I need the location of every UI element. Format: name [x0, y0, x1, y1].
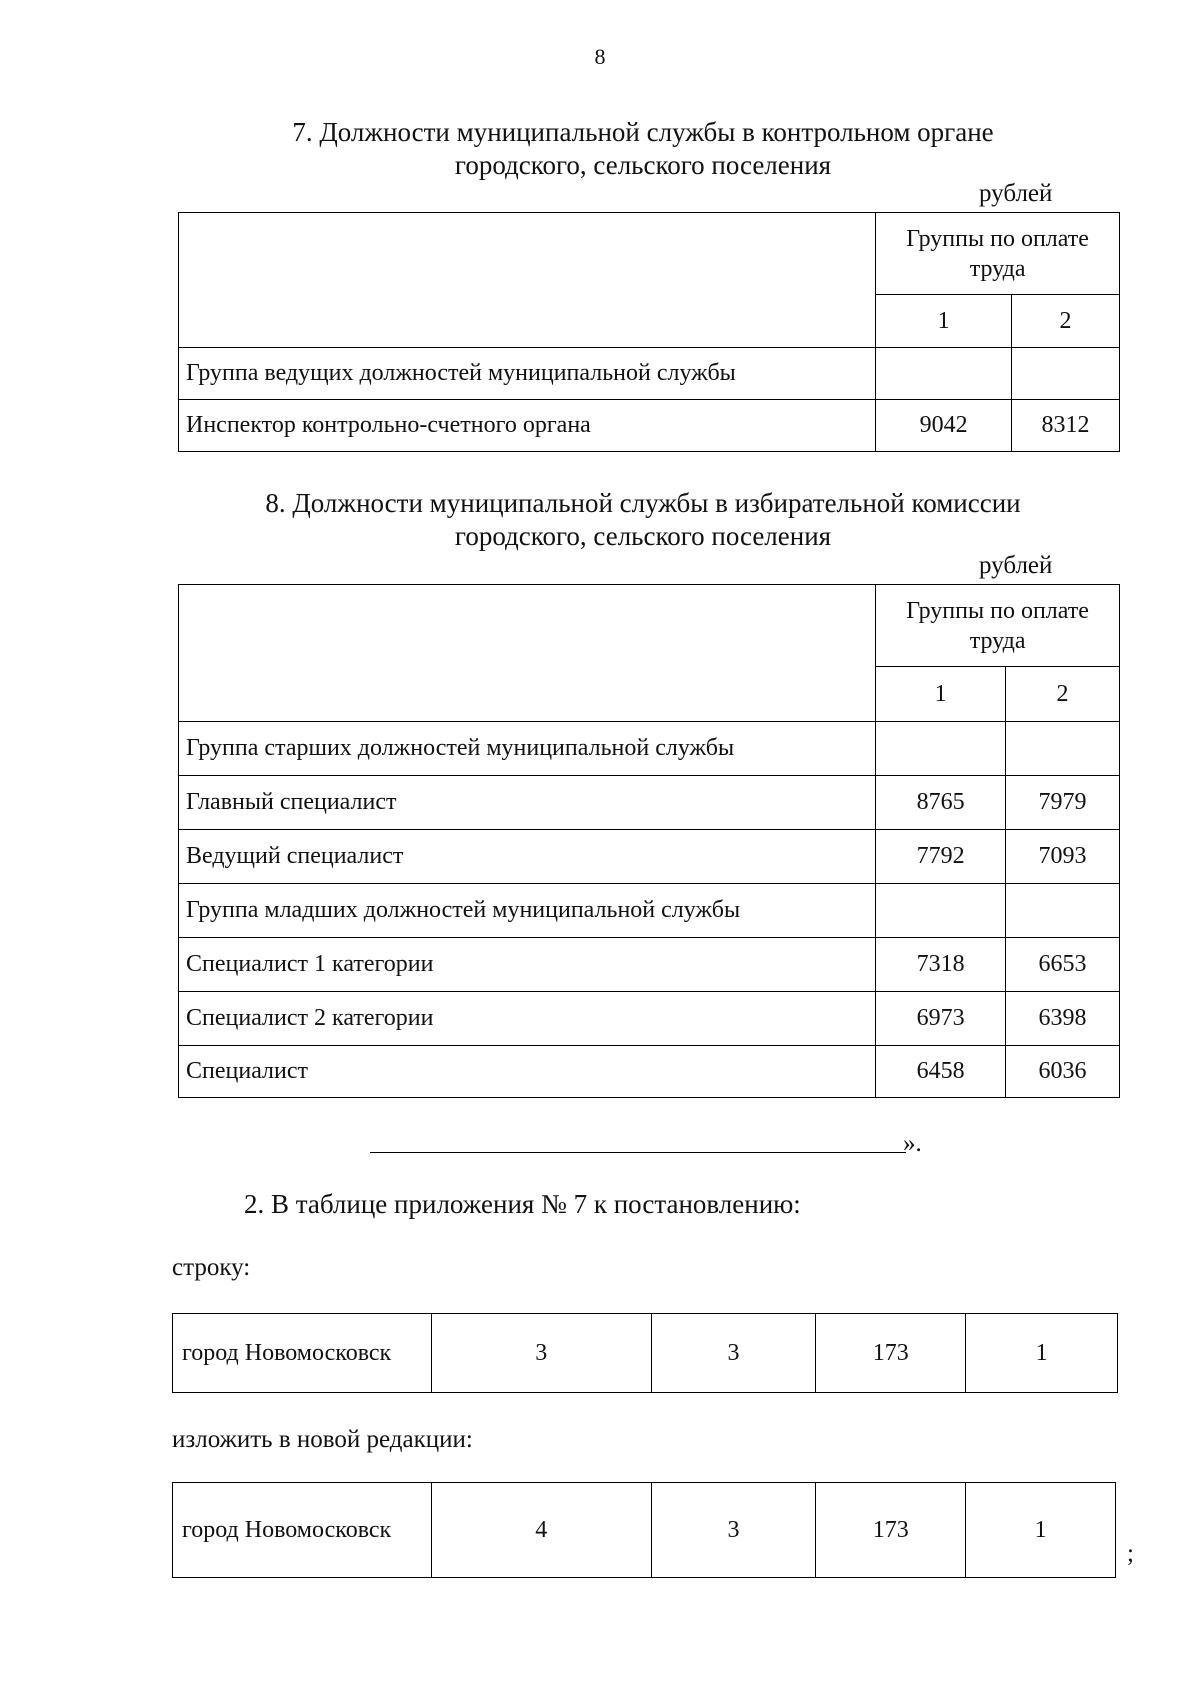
table-header-row	[179, 585, 1120, 667]
table-row	[179, 400, 1120, 452]
table-row	[173, 1314, 1118, 1393]
cell-value: 173	[816, 1483, 966, 1578]
row-label: Группа старших должностей муниципальной службы	[179, 722, 876, 776]
new-row-table	[172, 1482, 1116, 1578]
header-col2: 2	[1012, 295, 1120, 348]
row-value-1	[876, 348, 1012, 400]
table-row	[179, 776, 1120, 830]
header-col1: 1	[876, 667, 1006, 722]
row-value-2: 6398	[1006, 992, 1120, 1046]
point2-heading: 2. В таблице приложения № 7 к постановлению:	[244, 1189, 801, 1219]
header-groups-cell: Группы по оплате труда	[876, 585, 1120, 667]
row-value-1: 9042	[876, 400, 1012, 452]
end-semicolon: ;	[1127, 1540, 1134, 1567]
section7-salary-table	[178, 212, 1120, 452]
row-value-2	[1006, 884, 1120, 938]
header-col1: 1	[876, 295, 1012, 348]
table-row	[179, 830, 1120, 884]
table-row	[179, 348, 1120, 400]
row-value-1: 8765	[876, 776, 1006, 830]
section8-title-line2: городского, сельского поселения	[454, 521, 832, 551]
row-value-2: 6036	[1006, 1046, 1120, 1098]
page-number: 8	[594, 44, 606, 69]
label-new-edition: изложить в новой редакции:	[172, 1426, 473, 1453]
table-row	[173, 1483, 1116, 1578]
row-value-1: 6458	[876, 1046, 1006, 1098]
header-col2: 2	[1006, 667, 1120, 722]
cell-value: 3	[431, 1314, 651, 1393]
row-label: Ведущий специалист	[179, 830, 876, 884]
header-empty-cell	[179, 585, 876, 722]
table-row	[179, 1046, 1120, 1098]
cell-value: 3	[651, 1483, 816, 1578]
section8-title-line1: 8. Должности муниципальной службы в избирательной комиссии	[265, 488, 1021, 518]
section7-unit: рублей	[979, 180, 1053, 207]
section8-salary-table	[178, 584, 1120, 1098]
header-groups-cell: Группы по оплате труда	[876, 213, 1120, 295]
row-value-1	[876, 884, 1006, 938]
row-value-1: 7318	[876, 938, 1006, 992]
row-label: Группа ведущих должностей муниципальной службы	[179, 348, 876, 400]
section7-title-line2: городского, сельского поселения	[454, 150, 832, 180]
cell-value: 3	[651, 1314, 816, 1393]
cell-city: город Новомосковск	[173, 1314, 432, 1393]
closing-underline	[370, 1152, 906, 1153]
table-row	[179, 884, 1120, 938]
section7-title-line1: 7. Должности муниципальной службы в контрольном органе	[292, 117, 994, 147]
header-empty-cell	[179, 213, 876, 348]
row-value-2: 6653	[1006, 938, 1120, 992]
label-row: строку:	[172, 1254, 251, 1281]
table-row	[179, 938, 1120, 992]
row-label: Специалист 1 категории	[179, 938, 876, 992]
row-value-2	[1012, 348, 1120, 400]
cell-value: 4	[431, 1483, 651, 1578]
row-value-1	[876, 722, 1006, 776]
row-value-2	[1006, 722, 1120, 776]
cell-value: 173	[816, 1314, 966, 1393]
row-label: Специалист 2 категории	[179, 992, 876, 1046]
row-value-2: 7093	[1006, 830, 1120, 884]
table-row	[179, 722, 1120, 776]
cell-value: 1	[966, 1483, 1116, 1578]
cell-value: 1	[966, 1314, 1118, 1393]
row-label: Главный специалист	[179, 776, 876, 830]
cell-city: город Новомосковск	[173, 1483, 432, 1578]
table-row	[179, 992, 1120, 1046]
old-row-table	[172, 1313, 1118, 1393]
closing-quote-mark: ».	[903, 1130, 922, 1157]
row-value-2: 7979	[1006, 776, 1120, 830]
row-label: Инспектор контрольно-счетного органа	[179, 400, 876, 452]
row-value-1: 6973	[876, 992, 1006, 1046]
table-header-row	[179, 213, 1120, 295]
row-label: Группа младших должностей муниципальной службы	[179, 884, 876, 938]
row-value-1: 7792	[876, 830, 1006, 884]
row-label: Специалист	[179, 1046, 876, 1098]
section8-unit: рублей	[979, 552, 1053, 579]
row-value-2: 8312	[1012, 400, 1120, 452]
